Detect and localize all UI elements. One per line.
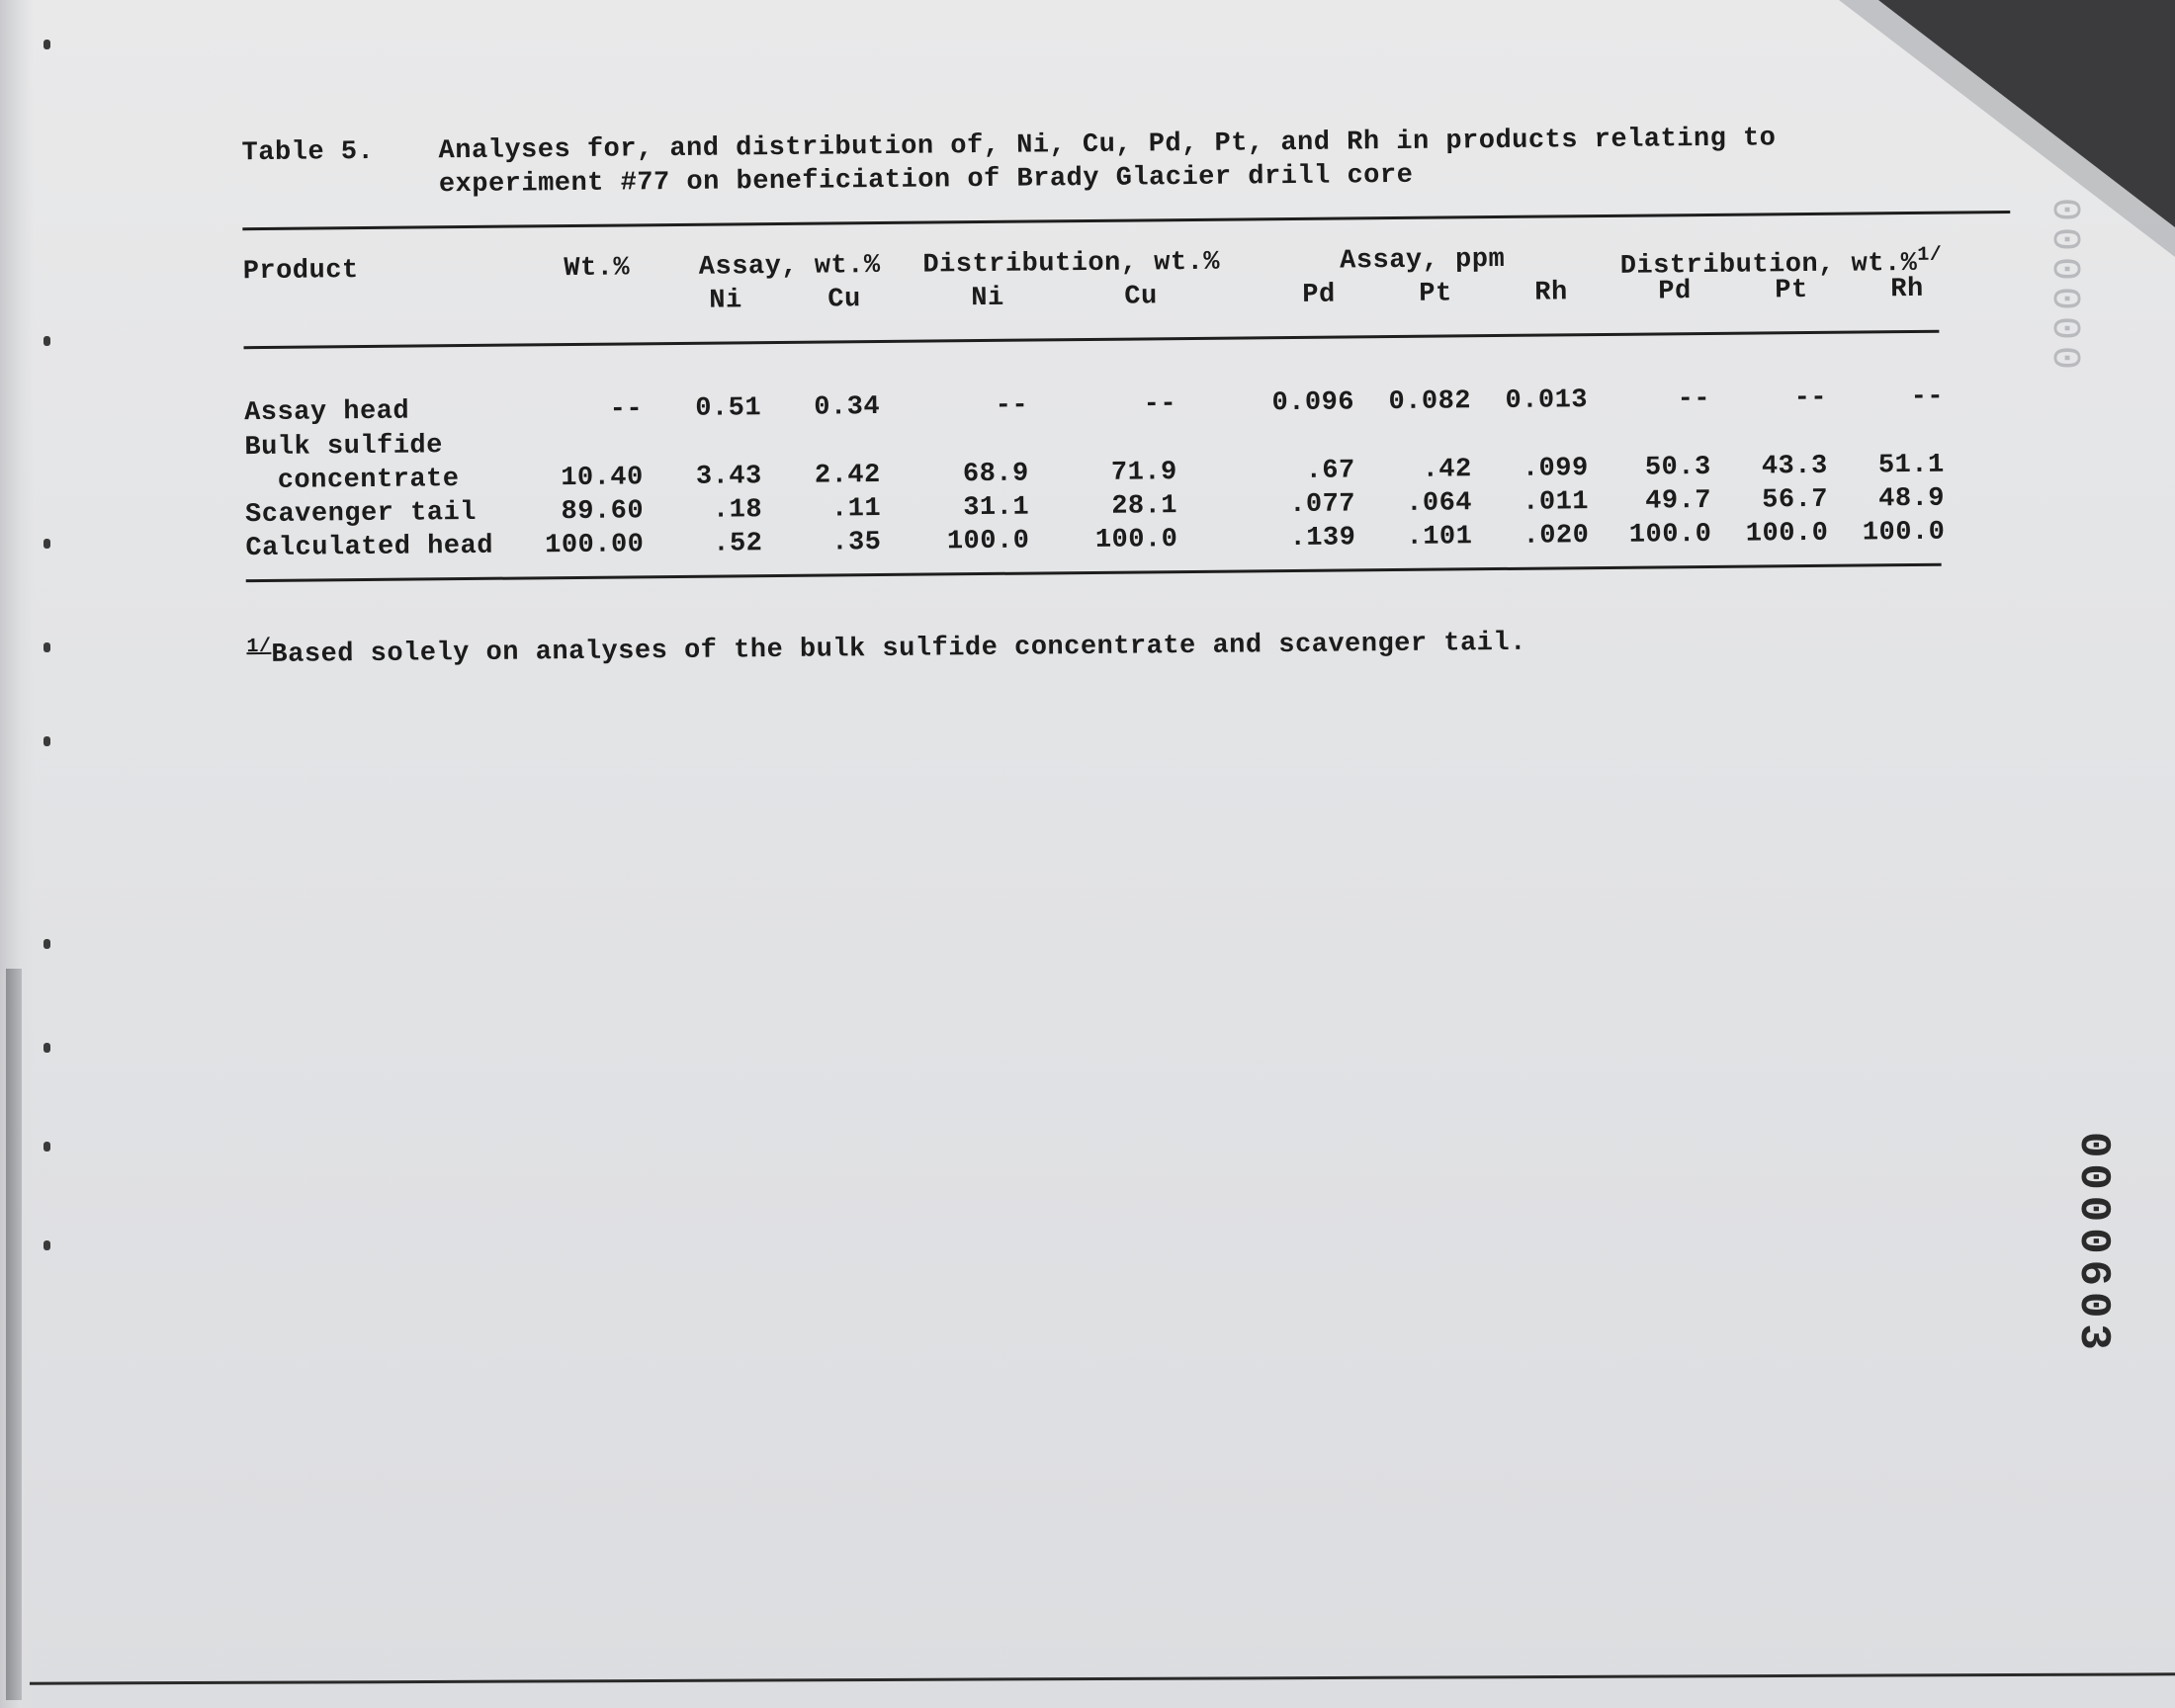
cell-assay-pd: .139 [1289, 523, 1356, 555]
header-sub-pt: Pt [1419, 279, 1452, 309]
header-sub-ni: Ni [709, 286, 742, 316]
cell-assay-cu: .35 [831, 528, 882, 558]
cell-dist-cu: 100.0 [1094, 525, 1178, 555]
cell-assay-pt: .42 [1422, 455, 1472, 485]
table-label: Table 5. [241, 136, 375, 169]
cell-dist-ni: -- [995, 390, 1029, 421]
cell-dist-rh: 48.9 [1878, 483, 1946, 515]
header-sub-pd-dist: Pd [1658, 277, 1692, 307]
cell-wt: 10.40 [561, 463, 644, 494]
cell-assay-cu: .11 [830, 494, 882, 525]
cell-dist-pt: 56.7 [1762, 484, 1829, 516]
cell-dist-cu: -- [1143, 389, 1177, 420]
footnote-text: Based solely on analyses of the bulk sulfide concentrate and scavenger tail. [271, 628, 1526, 670]
cell-assay-pt: .064 [1406, 488, 1473, 519]
header-sub-cu: Cu [827, 285, 861, 315]
table-top-rule [242, 211, 2010, 230]
header-sub-pd: Pd [1302, 280, 1336, 310]
header-product: Product [242, 256, 359, 288]
cell-dist-rh: -- [1910, 382, 1945, 413]
cell-assay-pt: .101 [1406, 522, 1473, 553]
header-sub-rh: Rh [1534, 278, 1568, 308]
row-label: Calculated head [245, 531, 494, 564]
cell-assay-rh: .011 [1522, 487, 1590, 518]
row-label-continued: concentrate [277, 465, 460, 496]
cell-assay-pd: .077 [1289, 489, 1356, 521]
header-sub-pt-dist: Pt [1775, 276, 1808, 306]
cell-dist-pt: -- [1793, 383, 1828, 414]
cell-assay-ni: .52 [713, 529, 763, 559]
cell-dist-cu: 71.9 [1110, 458, 1177, 488]
cell-wt: 89.60 [561, 496, 645, 528]
cell-dist-pt: 43.3 [1761, 451, 1828, 482]
cell-assay-pd: 0.096 [1271, 387, 1355, 419]
table-caption-line-2: experiment #77 on beneficiation of Brady Glacier drill core [438, 160, 1414, 201]
page-number-stamp: 0000603 [2068, 1132, 2118, 1356]
cell-dist-pd: -- [1677, 384, 1711, 415]
row-label: Assay head [243, 396, 410, 429]
cell-assay-ni: 0.51 [695, 393, 762, 424]
cell-dist-rh: 100.0 [1862, 517, 1946, 549]
cell-dist-ni: 31.1 [963, 492, 1030, 524]
faint-page-stamp: 000000 [2042, 198, 2086, 377]
cell-assay-cu: 2.42 [814, 461, 881, 491]
cell-assay-rh: .020 [1522, 521, 1590, 552]
header-rule [243, 330, 1939, 349]
cell-assay-ni: .18 [712, 495, 763, 526]
cell-dist-cu: 28.1 [1111, 491, 1178, 522]
cell-dist-pd: 50.3 [1644, 452, 1711, 483]
cell-dist-pt: 100.0 [1745, 518, 1829, 550]
cell-dist-ni: 100.0 [946, 526, 1030, 557]
header-footnote-marker: 1/ [1917, 243, 1943, 267]
cell-dist-rh: 51.1 [1877, 450, 1945, 481]
cell-dist-pd: 49.7 [1645, 485, 1712, 517]
row-label: Scavenger tail [244, 497, 478, 531]
header-assay-ppm: Assay, ppm [1340, 244, 1506, 277]
header-sub-rh-dist: Rh [1890, 274, 1924, 305]
header-sub-ni-dist: Ni [971, 283, 1004, 314]
cell-assay-rh: .099 [1522, 454, 1589, 484]
header-sub-cu-dist: Cu [1124, 282, 1158, 312]
header-distribution-wt: Distribution, wt.% [922, 247, 1221, 281]
table-bottom-rule [246, 563, 1942, 582]
row-label: Bulk sulfide [244, 431, 444, 464]
cell-wt: 100.00 [545, 530, 645, 561]
cell-assay-pt: 0.082 [1388, 386, 1472, 418]
cell-dist-ni: 68.9 [962, 459, 1029, 490]
cell-dist-pd: 100.0 [1628, 519, 1712, 551]
table-footnote [246, 621, 1526, 670]
cell-wt: -- [609, 394, 644, 425]
cell-assay-ni: 3.43 [695, 462, 762, 492]
header-wt: Wt.% [564, 253, 631, 285]
footnote-marker: 1/ [246, 635, 272, 659]
cell-assay-pd: .67 [1305, 456, 1355, 486]
cell-assay-rh: 0.013 [1505, 385, 1589, 416]
table-caption-line-1: Analyses for, and distribution of, Ni, Cu, Pd, Pt, and Rh in products relating to [438, 124, 1777, 167]
header-distribution-wt-2-text: Distribution, wt.% [1619, 248, 1918, 282]
cell-assay-cu: 0.34 [814, 392, 881, 423]
header-assay-wt: Assay, wt.% [698, 251, 881, 283]
